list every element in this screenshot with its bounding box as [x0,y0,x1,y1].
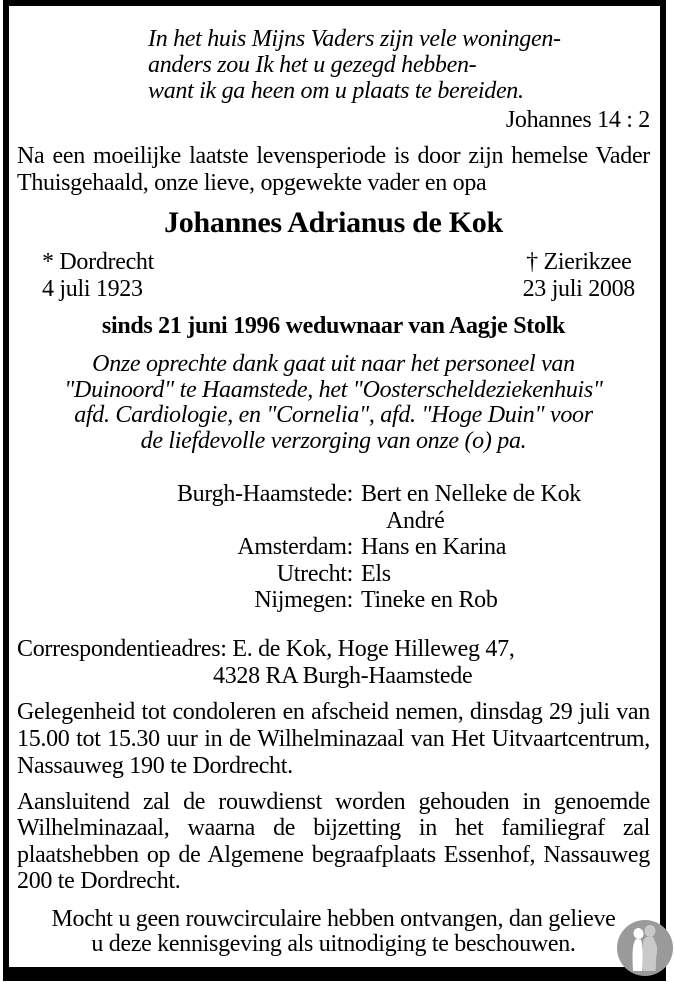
thanks-line: de liefdevolle verzorging van onze (o) pa. [140,427,527,454]
death-place: † Zierikzee [526,249,632,275]
closing-line: Mocht u geen rouwcirculaire hebben ontvangen, dan gelieve [51,905,616,932]
family-row [17,481,650,508]
family-names: Tineke en Rob [361,587,498,613]
correspondence-line1: Correspondentieadres: E. de Kok, Hoge Hilleweg 47, [17,635,515,662]
family-row [17,561,650,588]
family-list [17,481,650,614]
closing-paragraph [17,907,650,957]
condolence-paragraph: Gelegenheid tot condoleren en afscheid nemen, dinsdag 29 juli van 15.00 tot 15.30 uur in de Wilhelminazaal van Het Uitvaartcentrum, Nassauweg 190 te Dordrecht. [17,698,650,779]
quote-line: anders zou Ik het u gezegd hebben- [148,52,477,78]
thanks-line: afd. Cardiologie, en "Cornelia", afd. "Hoge Duin" voor [74,402,593,428]
birth-death-row [17,249,650,303]
family-place: Amsterdam: [237,534,353,560]
family-names: Els [361,560,391,587]
widower-line: sinds 21 juni 1996 weduwnaar van Aagje Stolk [101,313,566,339]
family-row [17,508,650,535]
birth-date: 4 juli 1923 [42,276,143,302]
bible-quote [148,26,650,104]
obituary-card [3,0,666,981]
closing-line: u deze kennisgeving als uitnodiging te beschouwen. [91,930,576,957]
death-info [523,249,635,303]
birth-info [42,249,154,303]
service-paragraph: Aansluitend zal de rouwdienst worden gehouden in genoemde Wilhelminazaal, waarna de bijzetting in het familiegraf zal plaatshebben op de Algemene begraafplaats Essenhof, Nassauweg 200 te Dordrecht. [17,788,650,894]
correspondence-line2: 4328 RA Burgh-Haamstede [213,662,473,689]
family-names: Hans en Karina [361,534,507,560]
family-place: Burgh-Haamstede: [176,481,353,507]
family-place [17,508,353,535]
memorial-people-icon [616,919,674,977]
family-row [17,534,650,561]
quote-line: want ik ga heen om u plaats te bereiden. [148,78,524,104]
family-place: Nijmegen: [254,587,353,613]
deceased-name: Johannes Adrianus de Kok [164,206,503,239]
family-names: André [386,507,445,534]
family-place: Utrecht: [276,560,353,587]
quote-line: In het huis Mijns Vaders zijn vele woningen- [148,26,561,52]
birth-place: * Dordrecht [42,249,154,275]
death-date: 23 juli 2008 [522,276,635,302]
bible-citation: Johannes 14 : 2 [505,107,650,133]
thanks-line: "Duinoord" te Haamstede, het "Oosterscheldeziekenhuis" [64,376,603,403]
intro-paragraph: Na een moeilijke laatste levensperiode is door zijn hemelse Vader Thuisgehaald, onze lieve, opgewekte vader en opa [17,143,650,196]
thanks-line: Onze oprechte dank gaat uit naar het personeel van [92,351,575,377]
family-names: Bert en Nelleke de Kok [361,481,581,507]
family-row [17,587,650,614]
thanks-paragraph [17,352,650,454]
correspondence-address [17,636,650,690]
